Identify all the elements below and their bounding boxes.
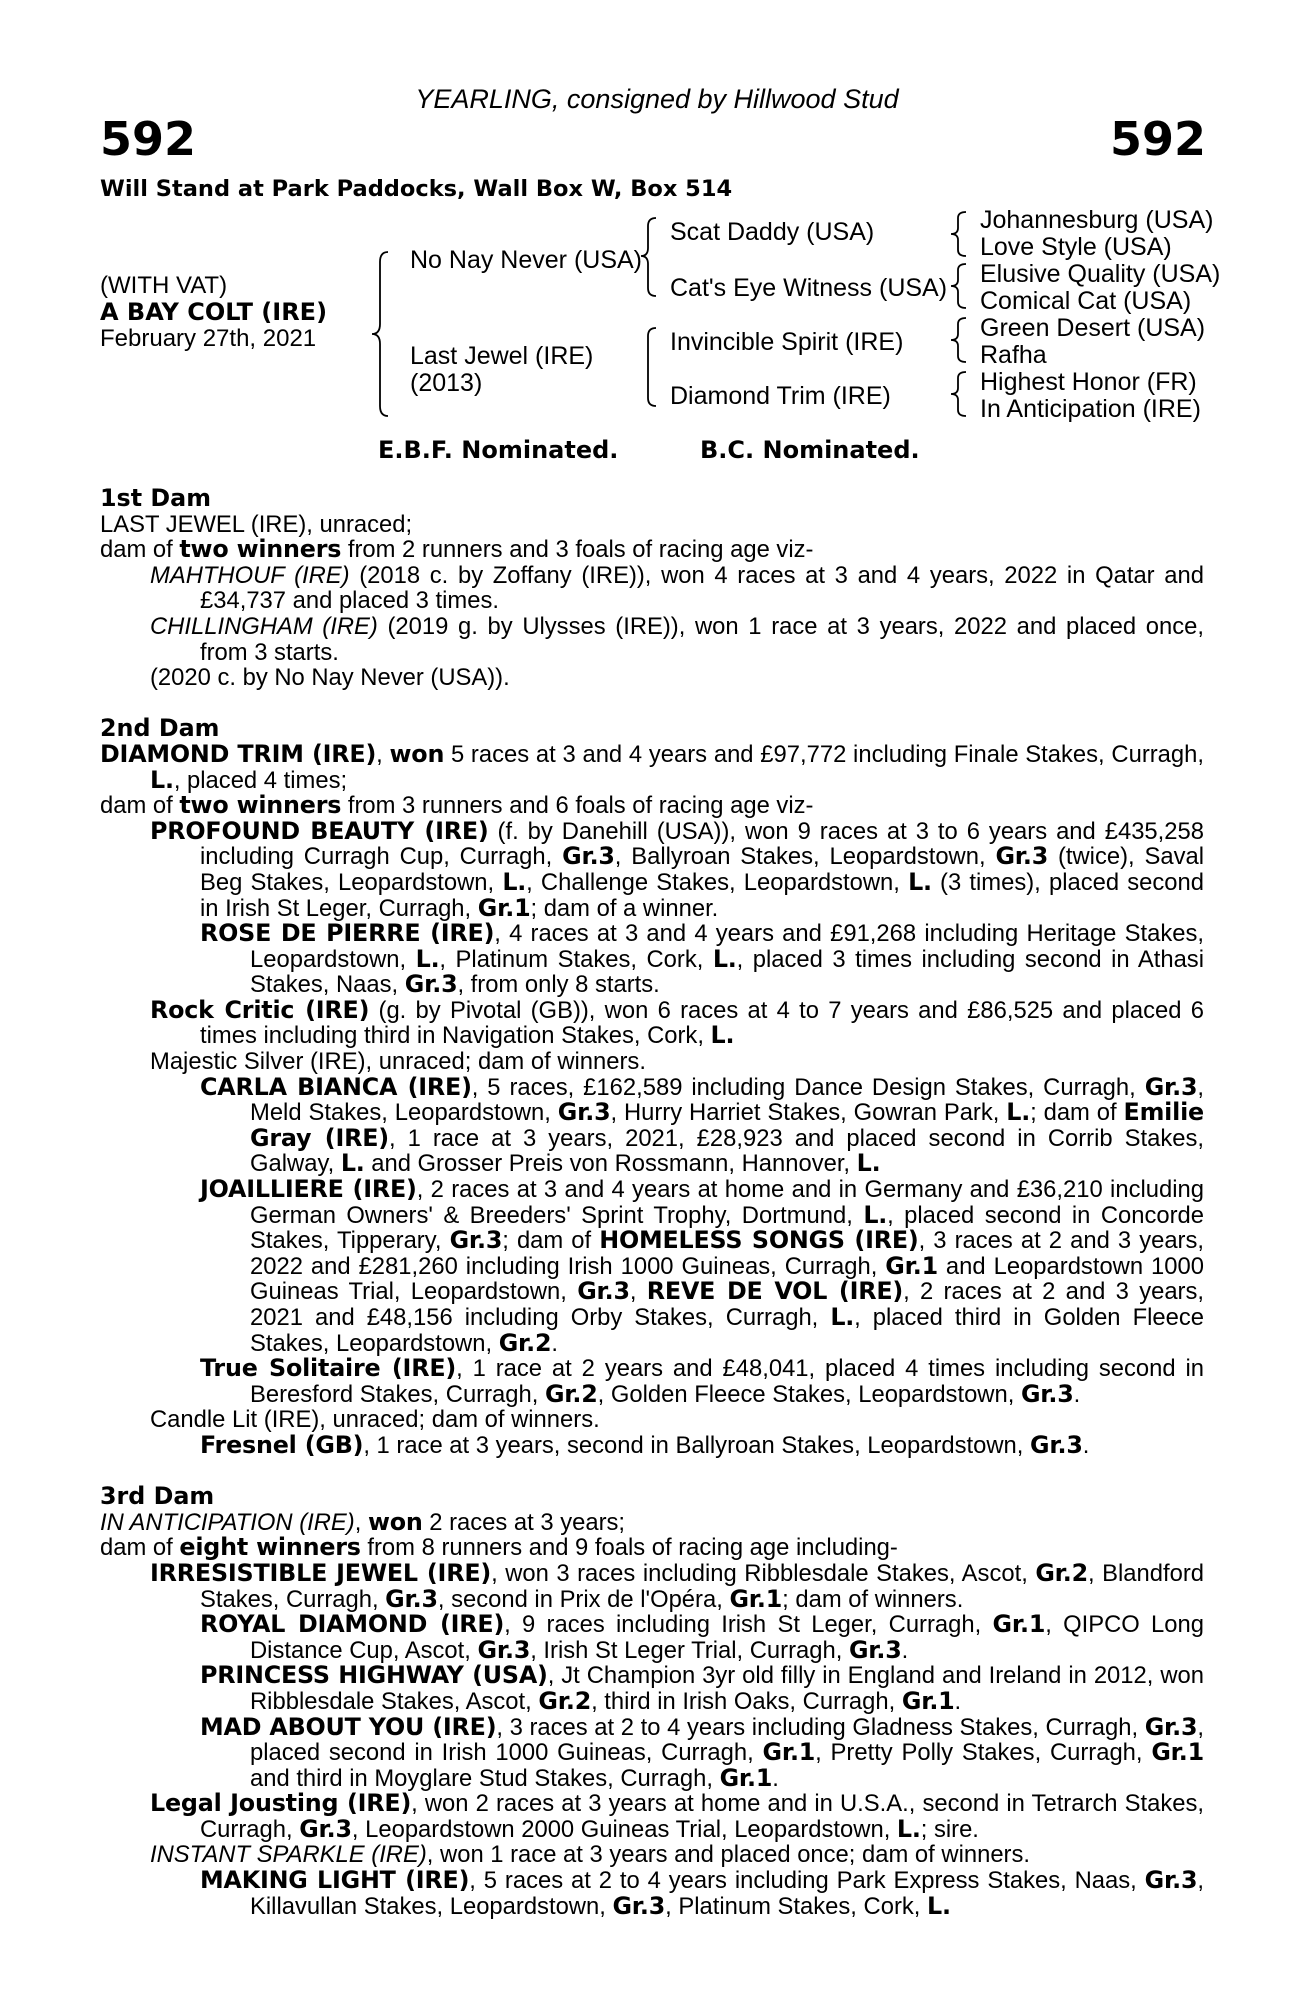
pedigree-g7: Highest Honor (FR): [980, 368, 1197, 396]
pedigree-brace-g56: [948, 316, 972, 364]
second-dam-produce-summary: dam of two winners from 3 runners and 6 foals of racing age viz-: [100, 791, 814, 820]
first-dam-heading: 1st Dam: [100, 484, 211, 512]
produce-legal-jousting: Legal Jousting (IRE), won 2 races at 3 years at home and in U.S.A., second in Tetrarch Stakes, Curragh, Gr.3, Leopardstown 2000 Guineas Trial, Leopardstown, L.; sire.: [150, 1789, 1204, 1843]
produce-profound-beauty: PROFOUND BEAUTY (IRE) (f. by Danehill (USA)), won 9 races at 3 to 6 years and £435,258 including Curragh Cup, Curragh, Gr.3, Ballyroan Stakes, Leopardstown, Gr.3 (twice), Saval Beg Stakes, Leopardstown, L., Challenge Stakes, Leopardstown, L. (3 times), placed second in Irish St Leger, Curragh, Gr.1; dam of a winner.: [150, 816, 1204, 922]
foaling-date: February 27th, 2021: [100, 325, 317, 352]
first-dam-produce-1: MAHTHOUF (IRE) (2018 c. by Zoffany (IRE)), won 4 races at 3 and 4 years, 2022 in Qatar and £34,737 and placed 3 times.: [150, 561, 1204, 615]
pedigree-g3: Elusive Quality (USA): [980, 260, 1221, 288]
pedigree-sire: No Nay Never (USA): [410, 246, 642, 274]
first-dam-produce-2: CHILLINGHAM (IRE) (2019 g. by Ulysses (IRE)), won 1 race at 3 years, 2022 and placed once, from 3 starts.: [150, 612, 1204, 666]
produce-rose-de-pierre: ROSE DE PIERRE (IRE), 4 races at 3 and 4 years and £91,268 including Heritage Stakes, Leopardstown, L., Platinum Stakes, Cork, L., placed 3 times including second in Athasi Stakes, Naas, Gr.3, from only 8 starts.: [200, 919, 1204, 999]
produce-instant-sparkle: INSTANT SPARKLE (IRE), won 1 race at 3 years and placed once; dam of winners.: [150, 1841, 1030, 1869]
horse-name: A BAY COLT (IRE): [100, 298, 328, 326]
pedigree-dam-year: (2013): [410, 369, 483, 397]
first-dam-intro: LAST JEWEL (IRE), unraced;: [100, 510, 413, 538]
produce-fresnel: Fresnel (GB), 1 race at 3 years, second in Ballyroan Stakes, Leopardstown, Gr.3.: [200, 1430, 1090, 1459]
pedigree-brace-g78: [948, 370, 972, 418]
third-dam-intro: IN ANTICIPATION (IRE), won 2 races at 3 years;: [100, 1507, 626, 1536]
pedigree-g2: Love Style (USA): [980, 233, 1172, 261]
first-dam-produce-summary: dam of two winners from 2 runners and 3 foals of racing age viz-: [100, 535, 814, 564]
pedigree-g5: Green Desert (USA): [980, 314, 1206, 342]
produce-mad-about-you: MAD ABOUT YOU (IRE), 3 races at 2 to 4 years including Gladness Stakes, Curragh, Gr.3, placed second in Irish 1000 Guineas, Curragh, Gr.1, Pretty Polly Stakes, Curragh, Gr.1 and third in Moyglare Stud Stakes, Curragh, Gr.1.: [200, 1712, 1204, 1792]
lot-number-left: 592: [100, 112, 197, 166]
pedigree-brace-dam: [638, 326, 662, 408]
third-dam-section: [100, 1484, 1204, 1919]
third-dam-produce-summary: dam of eight winners from 8 runners and 9 foals of racing age including-: [100, 1533, 898, 1562]
catalogue-body: [100, 486, 1204, 1919]
stand-location: Will Stand at Park Paddocks, Wall Box W, Box 514: [100, 176, 733, 202]
second-dam-heading: 2nd Dam: [100, 714, 220, 743]
produce-making-light: MAKING LIGHT (IRE), 5 races at 2 to 4 years including Park Express Stakes, Naas, Gr.3, Killavullan Stakes, Leopardstown, Gr.3, Platinum Stakes, Cork, L.: [200, 1866, 1204, 1920]
pedigree-brace-g12: [948, 210, 972, 258]
pedigree-brace-g34: [948, 262, 972, 310]
third-dam-heading: 3rd Dam: [100, 1482, 215, 1511]
pedigree-sire-sire: Scat Daddy (USA): [670, 218, 875, 246]
produce-rock-critic: Rock Critic (IRE) (g. by Pivotal (GB)), won 6 races at 4 to 7 years and £86,525 and placed 6 times including third in Navigation Stakes, Cork, L.: [150, 995, 1204, 1050]
consignment-line: YEARLING, consigned by Hillwood Stud: [415, 84, 899, 114]
produce-majestic-silver: Majestic Silver (IRE), unraced; dam of winners.: [150, 1048, 646, 1076]
pedigree-g4: Comical Cat (USA): [980, 287, 1192, 315]
produce-joailliere: JOAILLIERE (IRE), 2 races at 3 and 4 years at home and in Germany and £36,210 including German Owners' & Breeders' Sprint Trophy, Dortmund, L., placed second in Concorde Stakes, Tipperary, Gr.3; dam of HOMELESS SONGS (IRE), 3 races at 2 and 3 years, 2022 and £281,260 including Irish 1000 Guineas, Curragh, Gr.1 and Leopardstown 1000 Guineas Trial, Leopardstown, Gr.3, REVE DE VOL (IRE), 2 races at 2 and 3 years, 2021 and £48,156 including Orby Stakes, Curragh, L., placed third in Golden Fleece Stakes, Leopardstown, Gr.2.: [200, 1175, 1205, 1357]
pedigree-g6: Rafha: [980, 341, 1047, 369]
produce-royal-diamond: ROYAL DIAMOND (IRE), 9 races including Irish St Leger, Curragh, Gr.1, QIPCO Long Distance Cup, Ascot, Gr.3, Irish St Leger Trial, Curragh, Gr.3.: [200, 1610, 1204, 1664]
pedigree-g1: Johannesburg (USA): [980, 206, 1214, 234]
produce-true-solitaire: True Solitaire (IRE), 1 race at 2 years and £48,041, placed 4 times including second in Beresford Stakes, Curragh, Gr.2, Golden Fleece Stakes, Leopardstown, Gr.3.: [200, 1354, 1204, 1408]
vat-note: (WITH VAT): [100, 272, 228, 299]
pedigree-dam: Last Jewel (IRE): [410, 342, 594, 370]
bc-nomination: B.C. Nominated.: [700, 436, 920, 464]
first-dam-produce-3: (2020 c. by No Nay Never (USA)).: [150, 664, 510, 692]
lot-number-right: 592: [1109, 112, 1206, 166]
produce-carla-bianca: CARLA BIANCA (IRE), 5 races, £162,589 including Dance Design Stakes, Curragh, Gr.3, Meld Stakes, Leopardstown, Gr.3, Hurry Harriet Stakes, Gowran Park, L.; dam of Emilie Gray (IRE), 1 race at 3 years, 2021, £28,923 and placed second in Corrib Stakes, Galway, L. and Grosser Preis von Rossmann, Hannover, L.: [200, 1072, 1205, 1178]
second-dam-intro: DIAMOND TRIM (IRE), won 5 races at 3 and 4 years and £97,772 including Finale Stakes, Curragh, L., placed 4 times;: [100, 739, 1204, 794]
first-dam-section: [100, 486, 1204, 691]
produce-candle-lit: Candle Lit (IRE), unraced; dam of winners.: [150, 1406, 600, 1434]
pedigree-brace-main: [368, 250, 398, 420]
ebf-nomination: E.B.F. Nominated.: [378, 436, 619, 464]
pedigree-sire-dam: Cat's Eye Witness (USA): [670, 274, 948, 302]
produce-irresistible-jewel: IRRESISTIBLE JEWEL (IRE), won 3 races including Ribblesdale Stakes, Ascot, Gr.2, Blandford Stakes, Curragh, Gr.3, second in Prix de l'Opéra, Gr.1; dam of winners.: [150, 1558, 1205, 1613]
pedigree-g8: In Anticipation (IRE): [980, 395, 1201, 423]
pedigree-dam-dam: Diamond Trim (IRE): [670, 382, 891, 410]
produce-princess-highway: PRINCESS HIGHWAY (USA), Jt Champion 3yr old filly in England and Ireland in 2012, won Ribblesdale Stakes, Ascot, Gr.2, third in Irish Oaks, Curragh, Gr.1.: [200, 1661, 1204, 1715]
second-dam-section: [100, 716, 1204, 1458]
pedigree-dam-sire: Invincible Spirit (IRE): [670, 328, 904, 356]
